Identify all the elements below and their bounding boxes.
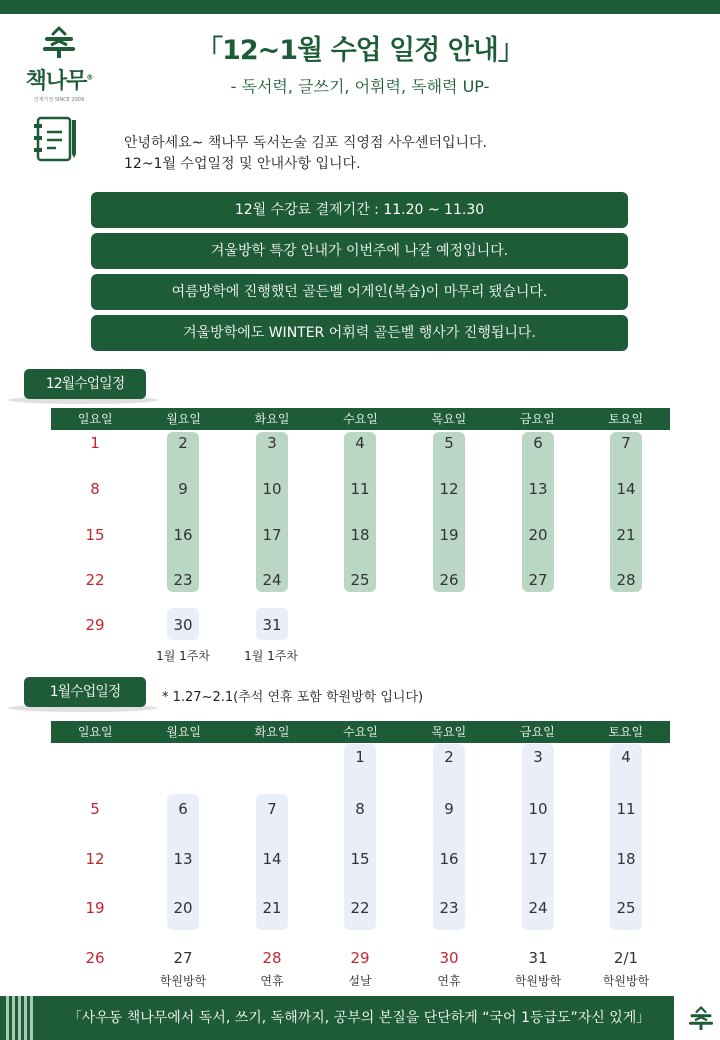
calendar-day: 25 xyxy=(350,571,370,589)
calendar-day: 3 xyxy=(267,434,277,452)
weekday-label: 화요일 xyxy=(254,725,290,739)
tree-logo-icon xyxy=(686,1002,716,1034)
calendar-day: 19 xyxy=(439,526,459,544)
day-highlight xyxy=(256,432,288,592)
weekday-label: 월요일 xyxy=(166,725,202,739)
calendar-day: 9 xyxy=(178,480,188,498)
calendar-day: 9 xyxy=(444,800,454,818)
calendar-day: 13 xyxy=(173,850,193,868)
weekday-label: 토요일 xyxy=(608,412,644,426)
page-subtitle: - 독서력, 글쓰기, 어휘력, 독해력 UP- xyxy=(230,77,490,96)
calendar-note: 연휴 xyxy=(260,974,284,988)
calendar-day: 12 xyxy=(85,850,105,868)
calendar-day: 18 xyxy=(616,850,636,868)
intro-line: 12~1월 수업일정 및 안내사항 입니다. xyxy=(124,156,361,172)
notice-banner: 겨울방학 특강 안내가 이번주에 나갈 예정입니다. xyxy=(91,233,628,269)
calendar-day: 24 xyxy=(262,571,282,589)
calendar-day: 7 xyxy=(267,800,277,818)
january-weekday-header xyxy=(51,721,670,743)
calendar-day: 8 xyxy=(355,800,365,818)
calendar-day: 5 xyxy=(444,434,454,452)
top-bar xyxy=(0,0,720,14)
calendar-day: 15 xyxy=(350,850,370,868)
calendar-note: 1월 1주차 xyxy=(156,649,210,663)
day-highlight xyxy=(167,432,199,592)
calendar-day: 4 xyxy=(621,748,631,766)
calendar-day: 3 xyxy=(533,748,543,766)
weekday-label: 수요일 xyxy=(343,412,378,426)
calendar-day: 22 xyxy=(350,899,370,917)
calendar-day: 25 xyxy=(616,899,636,917)
calendar-day: 15 xyxy=(85,526,105,544)
calendar-day: 26 xyxy=(85,949,105,967)
day-highlight xyxy=(522,432,554,592)
calendar-day: 10 xyxy=(528,800,548,818)
intro-line: 안녕하세요~ 책나무 독서논술 김포 직영점 사우센터입니다. xyxy=(124,135,488,151)
calendar-day: 5 xyxy=(90,800,100,818)
calendar-day: 31 xyxy=(262,616,282,634)
calendar-day: 6 xyxy=(178,800,188,818)
calendar-day: 24 xyxy=(528,899,548,917)
weekday-label: 월요일 xyxy=(166,412,202,426)
day-highlight xyxy=(433,432,465,592)
page-title: 「12~1월 수업 일정 안내」 xyxy=(196,35,524,66)
calendar-day: 28 xyxy=(262,949,282,967)
notebook-icon xyxy=(34,114,80,164)
notice-banner: 겨울방학에도 WINTER 어휘력 골든벨 행사가 진행됩니다. xyxy=(91,315,628,351)
calendar-day: 17 xyxy=(528,850,548,868)
brand-tagline: 인재가정 SINCE 2009 xyxy=(33,97,85,103)
footer-banner xyxy=(0,996,674,1040)
december-section-label: 12월수업일정 xyxy=(24,369,146,399)
calendar-day: 1 xyxy=(90,434,100,452)
calendar-day: 14 xyxy=(616,480,636,498)
weekday-label: 토요일 xyxy=(608,725,644,739)
calendar-note: 1월 1주차 xyxy=(244,649,298,663)
calendar-day: 4 xyxy=(355,434,365,452)
calendar-day: 16 xyxy=(439,850,459,868)
january-section-label: 1월수업일정 xyxy=(24,677,146,707)
calendar-day: 20 xyxy=(528,526,548,544)
calendar-day: 23 xyxy=(173,571,193,589)
weekday-label: 금요일 xyxy=(519,725,555,739)
weekday-label: 화요일 xyxy=(254,412,290,426)
calendar-day: 31 xyxy=(528,949,548,967)
calendar-day: 2/1 xyxy=(613,949,639,967)
calendar-day: 19 xyxy=(85,899,105,917)
calendar-note: 학원방학 xyxy=(514,974,562,988)
notice-banner: 12월 수강료 결제기간 : 11.20 ~ 11.30 xyxy=(91,192,628,228)
calendar-day: 22 xyxy=(85,571,105,589)
day-highlight xyxy=(610,432,642,592)
calendar-day: 28 xyxy=(616,571,636,589)
weekday-label: 목요일 xyxy=(431,725,467,739)
calendar-note: 연휴 xyxy=(437,974,461,988)
calendar-day: 26 xyxy=(439,571,459,589)
calendar-day: 11 xyxy=(350,480,370,498)
brand-logo xyxy=(14,26,104,103)
calendar-note: 학원방학 xyxy=(159,974,207,988)
weekday-label: 수요일 xyxy=(343,725,378,739)
calendar-day: 14 xyxy=(262,850,282,868)
calendar-day: 21 xyxy=(616,526,636,544)
calendar-day: 30 xyxy=(173,616,193,634)
day-highlight xyxy=(344,432,376,592)
january-note: * 1.27~2.1(추석 연휴 포함 학원방학 입니다) xyxy=(162,690,424,705)
calendar-day: 2 xyxy=(444,748,454,766)
calendar-day: 11 xyxy=(616,800,636,818)
calendar-day: 6 xyxy=(533,434,543,452)
weekday-label: 일요일 xyxy=(77,412,113,426)
calendar-day: 1 xyxy=(355,748,365,766)
calendar-day: 10 xyxy=(262,480,282,498)
calendar-day: 29 xyxy=(350,949,370,967)
december-weekday-header xyxy=(51,408,670,430)
brand-name: 책나무® xyxy=(25,69,93,94)
calendar-day: 8 xyxy=(90,480,100,498)
calendar-day: 30 xyxy=(439,949,459,967)
calendar-day: 13 xyxy=(528,480,548,498)
calendar-day: 27 xyxy=(173,949,193,967)
calendar-day: 20 xyxy=(173,899,193,917)
weekday-label: 목요일 xyxy=(431,412,467,426)
calendar-day: 21 xyxy=(262,899,282,917)
intro-text xyxy=(124,133,684,175)
footer-text: 「사우동 책나무에서 독서, 쓰기, 독해까지, 공부의 본질을 단단하게 “국어 1등급도”자신 있게」 xyxy=(67,1010,651,1026)
calendar-note: 설날 xyxy=(348,974,372,988)
calendar-day: 18 xyxy=(350,526,370,544)
calendar-day: 29 xyxy=(85,616,105,634)
calendar-day: 7 xyxy=(621,434,631,452)
weekday-label: 일요일 xyxy=(77,725,113,739)
tree-logo-icon xyxy=(39,26,79,58)
calendar-note: 학원방학 xyxy=(602,974,650,988)
footer-stripes xyxy=(6,996,36,1040)
calendar-day: 2 xyxy=(178,434,188,452)
notice-banner: 여름방학에 진행했던 골든벨 어게인(복습)이 마무리 됐습니다. xyxy=(91,274,628,310)
weekday-label: 금요일 xyxy=(519,412,555,426)
calendar-day: 17 xyxy=(262,526,282,544)
calendar-day: 27 xyxy=(528,571,548,589)
calendar-day: 12 xyxy=(439,480,459,498)
calendar-day: 23 xyxy=(439,899,459,917)
calendar-day: 16 xyxy=(173,526,193,544)
